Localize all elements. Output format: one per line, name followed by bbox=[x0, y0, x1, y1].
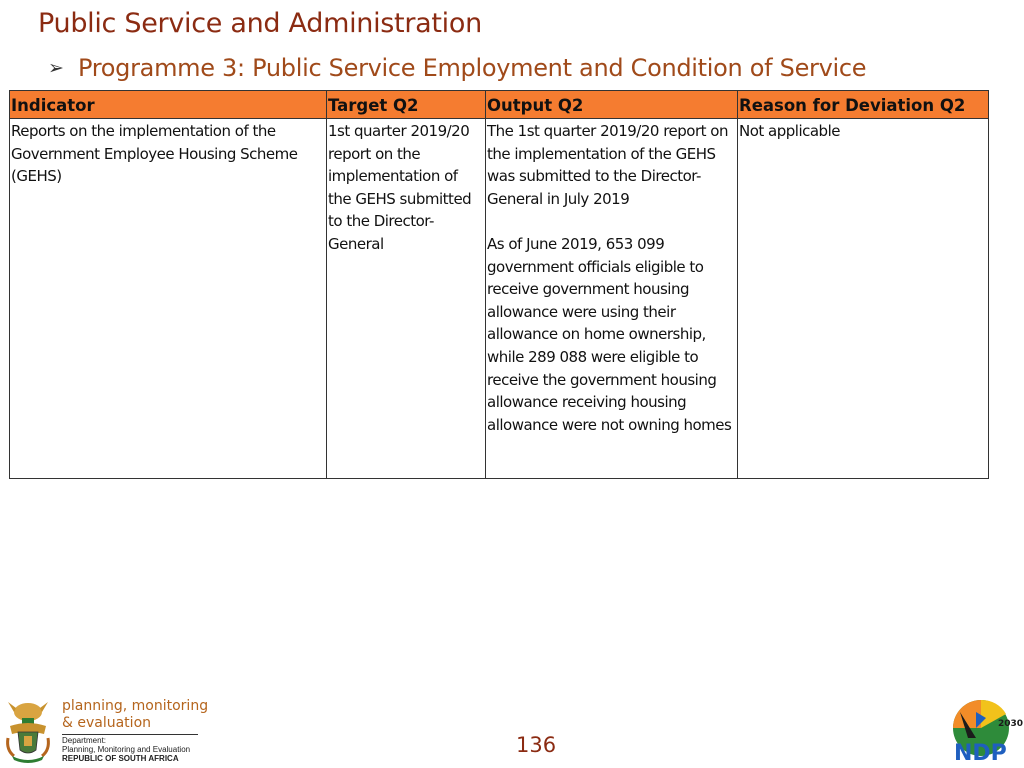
header-target-q2: Target Q2 bbox=[327, 91, 486, 119]
subtitle-text: Programme 3: Public Service Employment and Condition of Service bbox=[78, 54, 867, 82]
indicator-table bbox=[9, 90, 989, 479]
header-indicator: Indicator bbox=[10, 91, 327, 119]
divider bbox=[62, 734, 198, 735]
ndp-year: 2030 bbox=[998, 719, 1024, 729]
cell-indicator: Reports on the implementation of the Government Employee Housing Scheme (GEHS) bbox=[10, 119, 327, 479]
cell-reason: Not applicable bbox=[738, 119, 989, 479]
table-header-row bbox=[10, 91, 989, 119]
slide-title: Public Service and Administration bbox=[38, 8, 482, 39]
dpme-logo bbox=[4, 698, 209, 766]
ndp-label: NDP bbox=[954, 741, 1007, 766]
cell-output: The 1st quarter 2019/20 report on the implementation of the GEHS was submitted to the Director-General in July 2019 As of June 2019, 653 099 government officials eligible to receive government housing allowance were using their allowance on home ownership, while 289 088 were eligible to receive the government housing allowance receiving housing allowance were not owning homes bbox=[486, 119, 738, 479]
department-text bbox=[62, 736, 190, 763]
pme-line1: planning, monitoring bbox=[62, 698, 209, 714]
coat-of-arms-icon bbox=[4, 698, 52, 764]
pme-line2: & evaluation bbox=[62, 715, 152, 731]
table-row bbox=[10, 119, 989, 479]
dept-country: REPUBLIC OF SOUTH AFRICA bbox=[62, 754, 179, 763]
header-reason-deviation-q2: Reason for Deviation Q2 bbox=[738, 91, 989, 119]
dept-label: Department: bbox=[62, 736, 107, 745]
header-output-q2: Output Q2 bbox=[486, 91, 738, 119]
slide-subtitle bbox=[48, 54, 866, 82]
ndp-2030-logo bbox=[946, 698, 1024, 766]
dept-name: Planning, Monitoring and Evaluation bbox=[62, 745, 191, 754]
cell-target: 1st quarter 2019/20 report on the implementation of the GEHS submitted to the Director-General bbox=[327, 119, 486, 479]
arrow-bullet-icon: ➢ bbox=[48, 57, 64, 79]
page-number: 136 bbox=[516, 733, 557, 757]
pme-wordmark bbox=[62, 698, 208, 732]
